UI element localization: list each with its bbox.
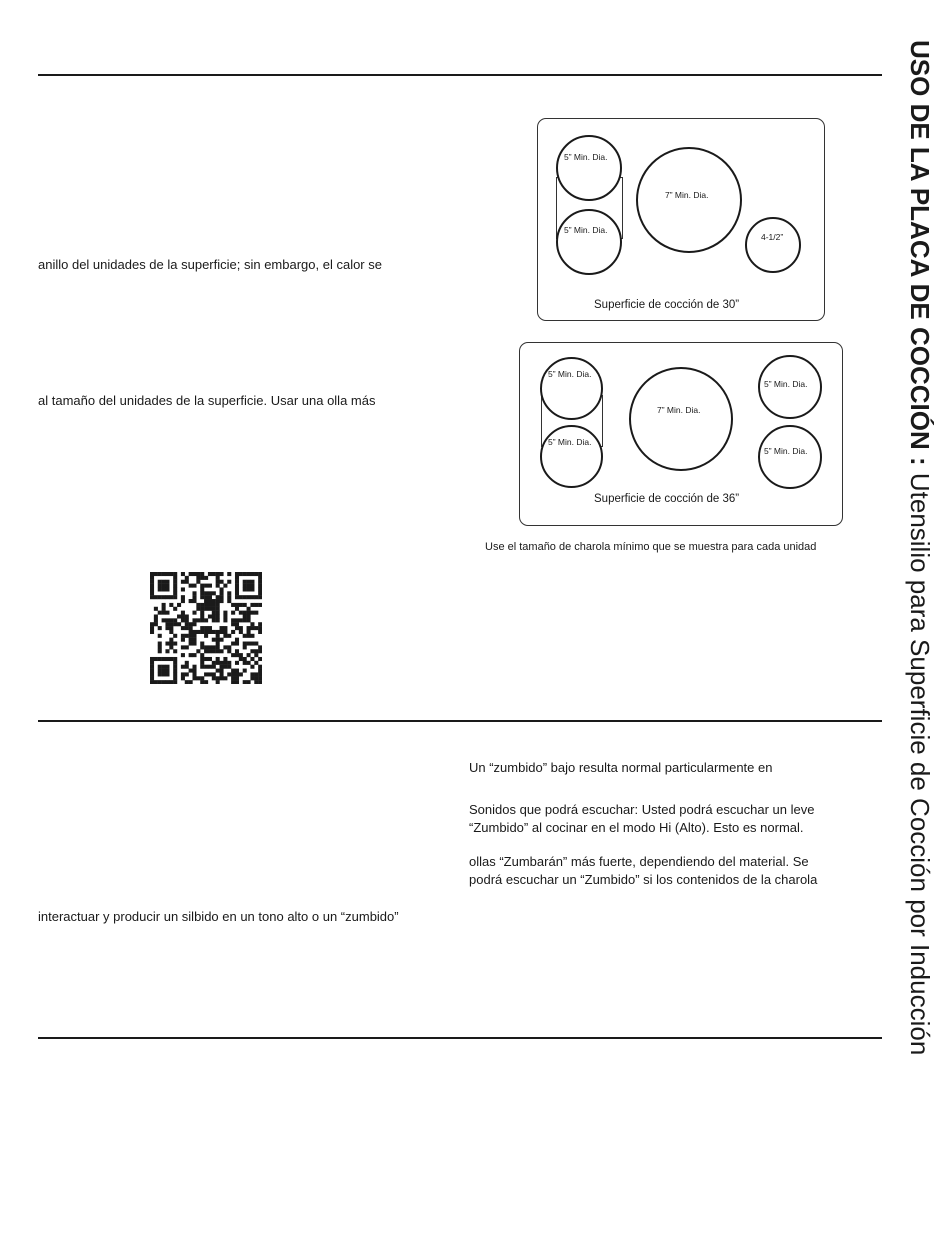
right-text-p2-line-1: Sonidos que podrá escuchar: Usted podrá escuchar un leve — [469, 802, 815, 817]
burner-36-bottom-right-label: 5” Min. Dia. — [764, 446, 808, 456]
right-text-p1: Un “zumbido” bajo resulta normal particularmente en — [469, 760, 773, 775]
burner-36-top-left — [540, 357, 603, 420]
section-divider-middle — [38, 720, 882, 722]
page-side-title — [895, 40, 945, 1200]
burner-30-center — [636, 147, 742, 253]
figure-caption: Use el tamaño de charola mínimo que se muestra para cada unidad — [485, 541, 817, 553]
left-text-line-1: anillo del unidades de la superficie; sin embargo, el calor se — [38, 257, 382, 272]
section-divider-top — [38, 74, 882, 76]
left-text-line-2: al tamaño del unidades de la superficie. Usar una olla más — [38, 393, 376, 408]
side-title-regular: Utensilio para Superficie de Cocción por Inducción — [905, 465, 935, 1056]
burner-30-top-left — [556, 135, 622, 201]
burner-36-bottom-right — [758, 425, 822, 489]
side-title-bold: USO DE LA PLACA DE COCCIÓN : — [905, 40, 935, 466]
right-text-p2-line-2: “Zumbido” al cocinar en el modo Hi (Alto). Esto es normal. — [469, 820, 804, 835]
section-divider-bottom — [38, 1037, 882, 1039]
burner-36-bottom-left-label: 5” Min. Dia. — [548, 437, 592, 447]
burner-36-top-right-label: 5” Min. Dia. — [764, 379, 808, 389]
left-text-line-3: interactuar y producir un silbido en un tono alto o un “zumbido” — [38, 909, 399, 924]
burner-36-center — [629, 367, 733, 471]
right-text-p3-line-2: podrá escuchar un “Zumbido” si los contenidos de la charola — [469, 872, 818, 887]
cooktop-30-caption: Superficie de cocción de 30” — [594, 299, 740, 311]
burner-36-top-left-label: 5” Min. Dia. — [548, 369, 592, 379]
cooktop-36-caption: Superficie de cocción de 36” — [594, 493, 740, 505]
burner-30-right-label: 4-1/2” — [761, 232, 784, 242]
qr-code[interactable] — [150, 572, 262, 684]
burner-30-bottom-left-label: 5” Min. Dia. — [564, 225, 608, 235]
cooktop-36-diagram — [519, 342, 843, 526]
burner-30-top-left-label: 5” Min. Dia. — [564, 152, 608, 162]
burner-30-bottom-left — [556, 209, 622, 275]
cooktop-30-diagram — [537, 118, 825, 321]
burner-36-bottom-left — [540, 425, 603, 488]
burner-30-right — [745, 217, 801, 273]
right-text-p3-line-1: ollas “Zumbarán” más fuerte, dependiendo del material. Se — [469, 854, 809, 869]
burner-30-center-label: 7” Min. Dia. — [665, 190, 709, 200]
burner-36-center-label: 7” Min. Dia. — [657, 405, 701, 415]
